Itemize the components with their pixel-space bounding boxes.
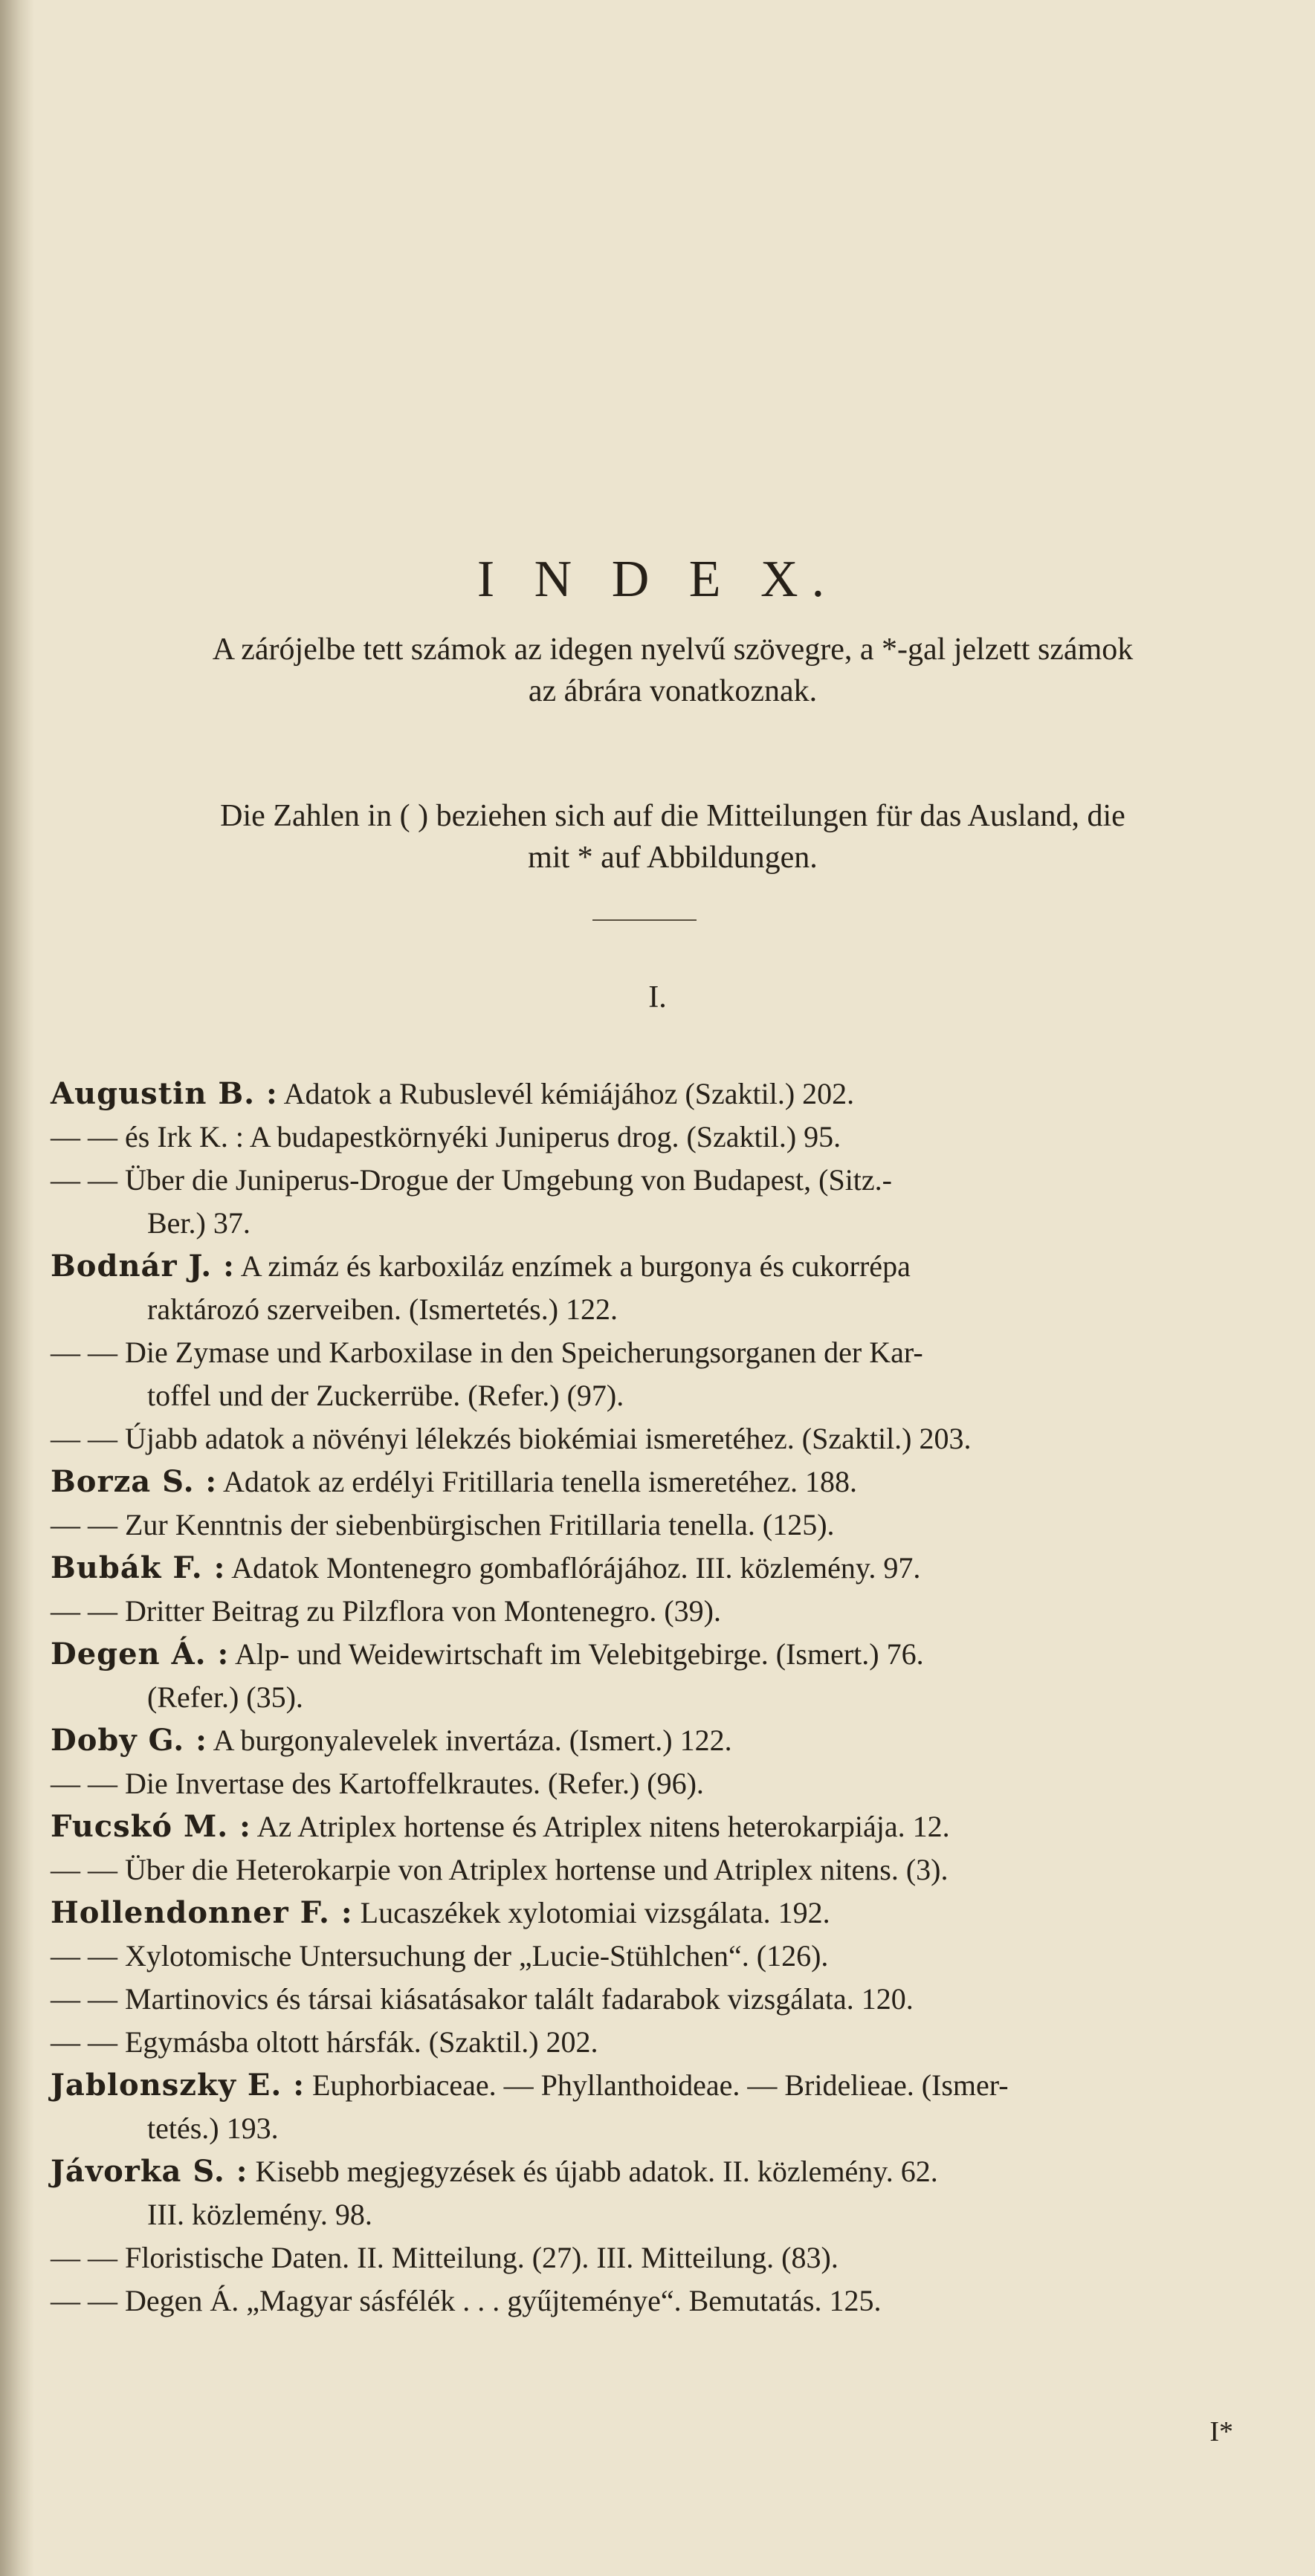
index-entry [51,1978,1270,2021]
index-entry-text: — — Zur Kenntnis der siebenbürgischen Fritillaria tenella. (125). [51,1508,835,1541]
index-entry [51,1891,1270,1935]
index-entry-author: Bodnár J. : [51,1249,235,1284]
index-entry-line [51,1805,1270,1848]
index-entry [51,1805,1270,1848]
index-entry [51,1547,1270,1590]
index-entry [51,2021,1270,2064]
index-entry-author: Bubák F. : [51,1550,226,1585]
index-entry-text: Kisebb megjegyzések és újabb adatok. II. közlemény. 62. [255,2155,938,2188]
signature-mark: I* [1209,2416,1233,2447]
note-german [82,795,1264,878]
index-entry-author: Doby G. : [51,1723,207,1758]
index-entry-line [51,1633,1270,1676]
index-entry-text: toffel und der Zuckerrübe. (Refer.) (97). [147,1379,624,1412]
index-entry-text: — — Über die Heterokarpie von Atriplex hortense und Atriplex nitens. (3). [51,1853,949,1886]
index-entry-line [51,2064,1270,2107]
index-entry [51,1331,1270,1417]
index-entry [51,1072,1270,1116]
index-entry-line [51,1978,1270,2021]
index-entry-line [51,1547,1270,1590]
index-entries [51,1072,1270,2323]
note-hungarian-line-2: az ábrára vonatkoznak. [528,674,818,708]
index-entry-text: — — Degen Á. „Magyar sásfélék . . . gyűjteménye“. Bemutatás. 125. [51,2284,882,2317]
index-entry-text: Lucaszékek xylotomiai vizsgálata. 192. [360,1896,830,1929]
index-entry-author: Borza S. : [51,1464,218,1499]
index-entry-line [51,1460,1270,1504]
index-entry-text: — — Dritter Beitrag zu Pilzflora von Montenegro. (39). [51,1594,721,1628]
index-entry-author: Fucskó M. : [51,1809,251,1844]
index-entry-author: Augustin B. : [51,1076,278,1111]
note-hungarian [82,629,1264,712]
index-entry-line [51,2021,1270,2064]
index-entry-line [51,2193,1270,2236]
index-entry-text: — — Die Invertase des Kartoffelkrautes. (Refer.) (96). [51,1767,704,1800]
index-entry-text: raktározó szerveiben. (Ismertetés.) 122. [147,1292,618,1326]
index-entry-author: Jávorka S. : [51,2154,248,2189]
index-entry [51,1116,1270,1159]
index-entry-text: tetés.) 193. [147,2111,279,2145]
index-entry-line [51,2279,1270,2323]
note-german-line-2: mit * auf Abbildungen. [528,841,818,875]
index-entry [51,2064,1270,2150]
index-entry-text: (Refer.) (35). [147,1680,303,1714]
index-entry-line [51,1202,1270,1245]
index-entry [51,1504,1270,1547]
index-entry [51,1848,1270,1891]
page-title: I N D E X. [476,551,839,608]
index-entry-text: Adatok a Rubuslevél kémiájához (Szaktil.) 202. [283,1077,855,1110]
index-entry [51,1633,1270,1719]
index-entry-line [51,1072,1270,1116]
index-entry-text: — — Floristische Daten. II. Mitteilung. (27). III. Mitteilung. (83). [51,2241,839,2274]
index-entry-text: — — Die Zymase und Karboxilase in den Speicherungsorganen der Kar- [51,1336,923,1369]
index-entry-line [51,1504,1270,1547]
index-entry-text: Adatok az erdélyi Fritillaria tenella ismeretéhez. 188. [223,1465,857,1498]
index-entry-text: — — Martinovics és társai kiásatásakor talált fadarabok vizsgálata. 120. [51,1982,914,2016]
index-entry [51,1245,1270,1331]
index-entry-text: — — és Irk K. : A budapestkörnyéki Juniperus drog. (Szaktil.) 95. [51,1120,841,1153]
section-number: I. [648,980,667,1014]
note-hungarian-line-1: A zárójelbe tett számok az idegen nyelvű szövegre, a *-gal jelzett számok [212,632,1134,667]
index-entry-line [51,1719,1270,1762]
index-entry-line [51,2107,1270,2150]
index-entry [51,2236,1270,2279]
index-entry [51,1417,1270,1460]
index-entry-text: — — Egymásba oltott hársfák. (Szaktil.) 202. [51,2025,598,2059]
index-entry-line [51,1331,1270,1374]
index-entry-line [51,1935,1270,1978]
index-entry-line [51,1245,1270,1288]
index-entry-line [51,1891,1270,1935]
index-entry-line [51,1848,1270,1891]
index-entry-text: Adatok Montenegro gombaflórájához. III. közlemény. 97. [231,1551,921,1585]
index-entry-author: Jablonszky E. : [51,2068,305,2103]
index-entry-text: III. közlemény. 98. [147,2198,372,2231]
index-entry [51,1590,1270,1633]
index-entry-text: A burgonyalevelek invertáza. (Ismert.) 122. [213,1724,732,1757]
index-entry-author: Hollendonner F. : [51,1895,353,1930]
index-entry [51,1460,1270,1504]
index-entry-text: — — Újabb adatok a növényi lélekzés biokémiai ismeretéhez. (Szaktil.) 203. [51,1422,972,1455]
index-entry-line [51,1374,1270,1417]
index-entry-text: Euphorbiaceae. — Phyllanthoideae. — Bridelieae. (Ismer- [312,2068,1009,2102]
index-entry-line [51,1417,1270,1460]
page-binding-shadow [0,0,34,2576]
index-entry-text: Alp- und Weidewirtschaft im Velebitgebirge. (Ismert.) 76. [235,1637,924,1671]
index-entry [51,1935,1270,1978]
index-entry-line [51,1116,1270,1159]
index-entry-line [51,1590,1270,1633]
index-entry-text: Az Atriplex hortense és Atriplex nitens heterokarpiája. 12. [256,1810,950,1843]
note-german-line-1: Die Zahlen in ( ) beziehen sich auf die Mitteilungen für das Ausland, die [220,799,1125,833]
divider-rule [592,919,697,921]
index-entry-text: A zimáz és karboxiláz enzímek a burgonya és cukorrépa [240,1249,911,1283]
index-entry [51,1762,1270,1805]
index-entry-line [51,1676,1270,1719]
index-entry [51,1719,1270,1762]
index-entry [51,1159,1270,1245]
index-entry-text: Ber.) 37. [147,1206,251,1240]
index-entry-line [51,1762,1270,1805]
index-entry-line [51,2150,1270,2193]
index-entry-line [51,1288,1270,1331]
index-entry [51,2279,1270,2323]
index-entry-text: — — Über die Juniperus-Drogue der Umgebung von Budapest, (Sitz.- [51,1163,892,1197]
index-entry-author: Degen Á. : [51,1637,230,1672]
index-entry-line [51,1159,1270,1202]
index-entry [51,2150,1270,2236]
index-entry-text: — — Xylotomische Untersuchung der „Lucie-Stühlchen“. (126). [51,1939,829,1973]
index-entry-line [51,2236,1270,2279]
